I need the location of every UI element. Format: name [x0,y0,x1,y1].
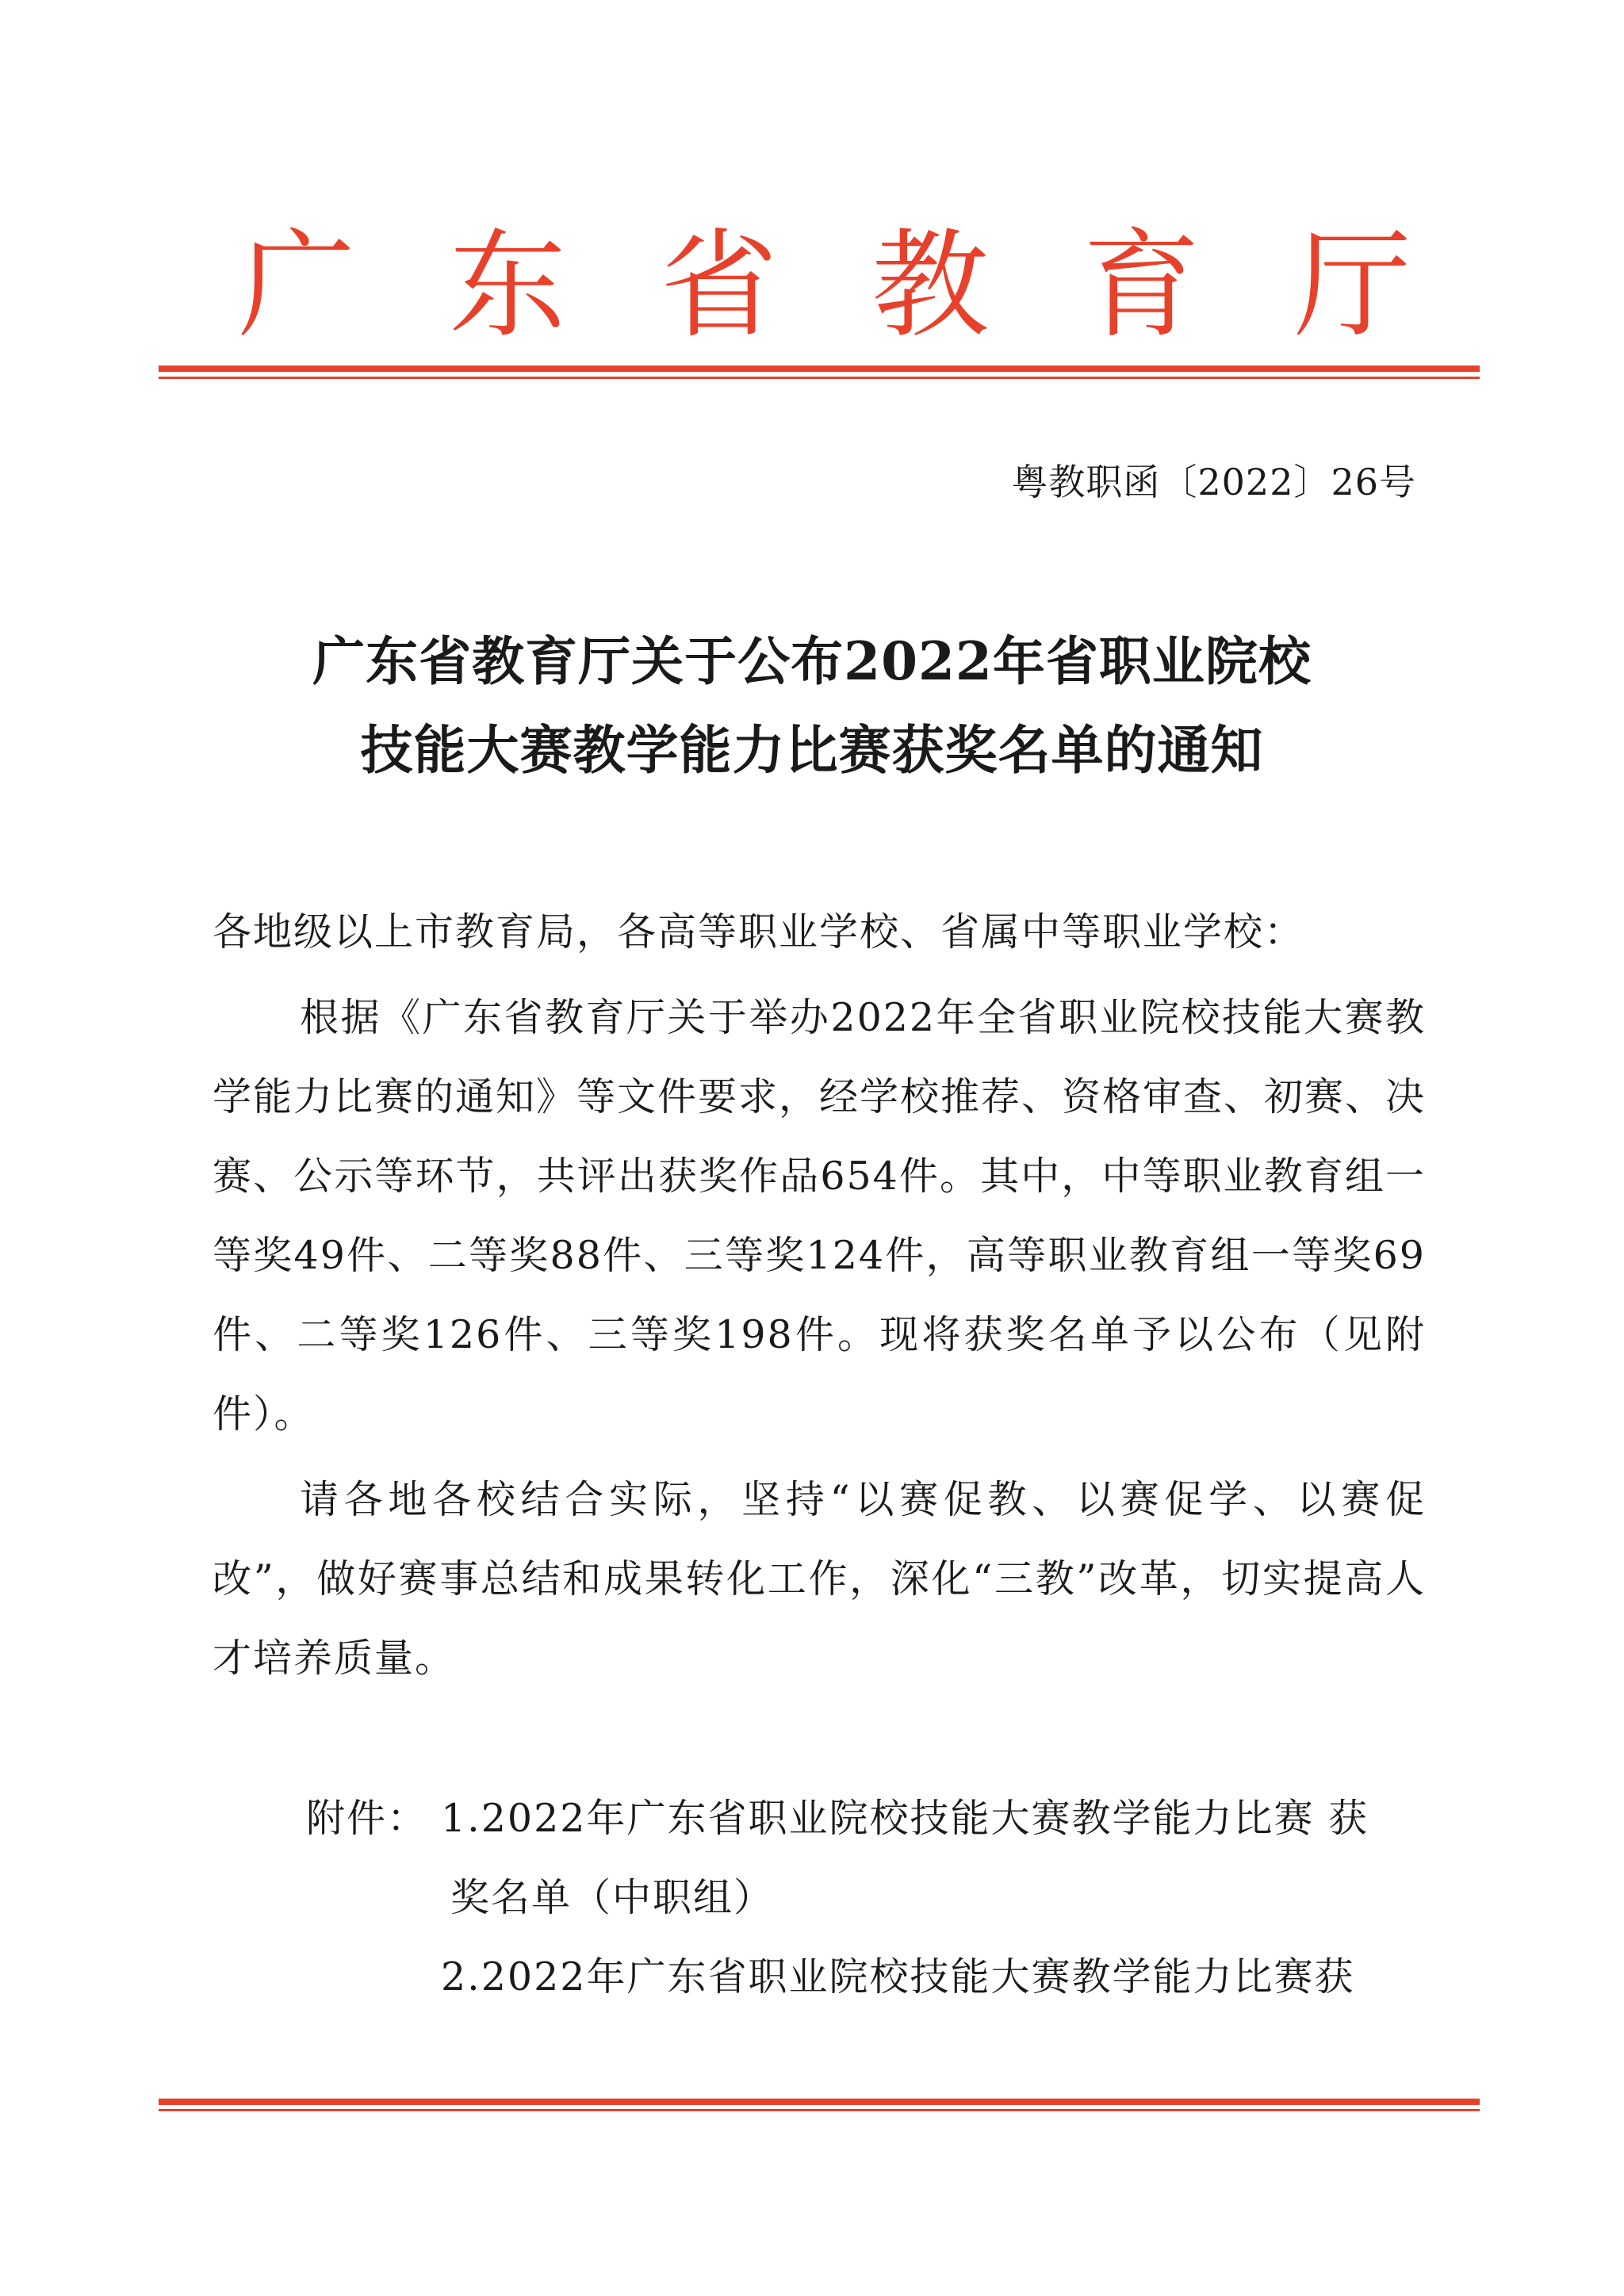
masthead-char: 教 [871,217,990,354]
title-line-2: 技能大赛教学能力比赛获奖名单的通知 [360,719,1264,781]
attachments-label: 附件： [306,1796,428,1841]
attachment-1-line-2: 奖名单（中职组） [450,1875,775,1920]
body-paragraph-2: 请各地各校结合实际，坚持“以赛促教、以赛促学、以赛促改”，做好赛事总结和成果转化工作，深化“三教”改革，切实提高人才培养质量。 [213,1477,1426,1681]
masthead-divider [159,365,1480,379]
title-line-1: 广东省教育厅关于公布2022年省职业院校 [312,630,1312,692]
document-number: 粤教职函〔2022〕26号 [1011,461,1416,503]
masthead-char: 广 [238,217,355,354]
salutation: 各地级以上市教育局，各高等职业学校、省属中等职业学校： [213,909,1305,955]
masthead-char: 厅 [1293,217,1411,354]
masthead-char: 省 [660,217,778,354]
attachment-2-line-1: 2.2022年广东省职业院校技能大赛教学能力比赛获 [441,1954,1355,1999]
body-paragraph-1: 根据《广东省教育厅关于举办2022年全省职业院校技能大赛教学能力比赛的通知》等文件要求，经学校推荐、资格审查、初赛、决赛、公示等环节，共评出获奖作品654件。其中，中等职业教育组一等奖49件、二等奖88件、三等奖124件，高等职业教育组一等奖69件、二等奖126件、三等奖198件。现将获奖名单予以公布（见附件）。 [213,995,1427,1437]
footer-divider [159,2099,1480,2111]
attachments [306,1779,1432,2017]
masthead-char: 育 [1082,217,1201,354]
masthead [238,214,1411,357]
masthead-char: 东 [449,217,567,354]
document-title [0,617,1624,794]
attachment-1-line-1: 1.2022年广东省职业院校技能大赛教学能力比赛 获 [441,1796,1369,1841]
document-body [213,893,1426,1698]
